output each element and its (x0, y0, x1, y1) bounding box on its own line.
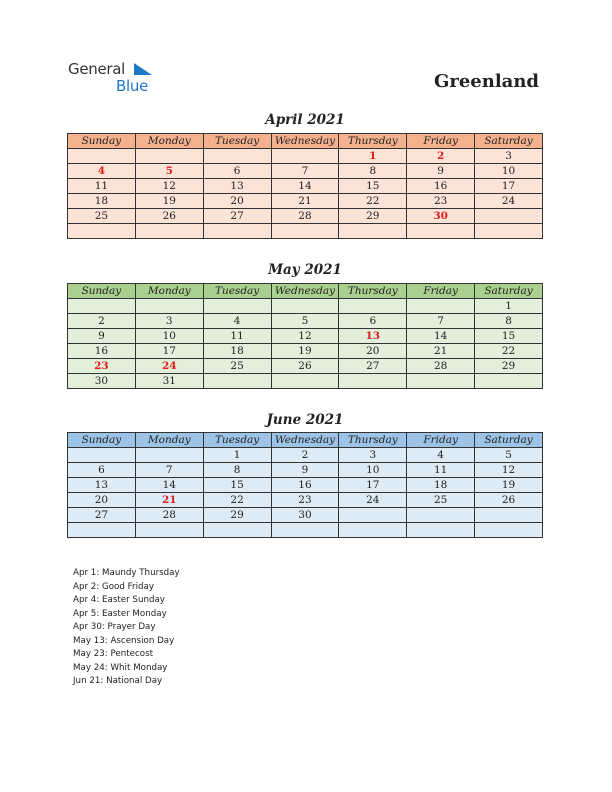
day-cell: 23 (271, 493, 339, 508)
day-cell: 17 (339, 478, 407, 493)
day-cell: 30 (407, 209, 475, 224)
day-cell: 19 (135, 194, 203, 209)
day-cell: 25 (203, 359, 271, 374)
day-cell: 4 (68, 164, 136, 179)
week-row (68, 209, 543, 224)
day-cell: 29 (339, 209, 407, 224)
empty-day-cell (475, 209, 543, 224)
day-cell: 5 (271, 314, 339, 329)
day-cell: 1 (339, 149, 407, 164)
day-cell: 8 (203, 463, 271, 478)
empty-day-cell (407, 523, 475, 538)
empty-day-cell (475, 523, 543, 538)
day-cell: 11 (203, 329, 271, 344)
day-cell: 17 (135, 344, 203, 359)
day-cell: 16 (68, 344, 136, 359)
weekday-header: Friday (407, 134, 475, 149)
day-cell: 11 (68, 179, 136, 194)
empty-day-cell (203, 149, 271, 164)
week-row (68, 194, 543, 209)
day-cell: 4 (407, 448, 475, 463)
day-cell: 4 (203, 314, 271, 329)
weekday-header: Thursday (339, 134, 407, 149)
day-cell: 18 (203, 344, 271, 359)
empty-day-cell (339, 523, 407, 538)
empty-day-cell (203, 224, 271, 239)
day-cell: 3 (475, 149, 543, 164)
day-cell: 28 (271, 209, 339, 224)
week-row (68, 359, 543, 374)
week-row (68, 463, 543, 478)
empty-day-cell (271, 149, 339, 164)
day-cell: 23 (68, 359, 136, 374)
day-cell: 24 (339, 493, 407, 508)
empty-day-cell (68, 224, 136, 239)
weekday-header: Monday (135, 284, 203, 299)
day-cell: 26 (271, 359, 339, 374)
day-cell: 23 (407, 194, 475, 209)
day-cell: 13 (68, 478, 136, 493)
holiday-list-item: Apr 2: Good Friday (73, 581, 154, 592)
day-cell: 21 (407, 344, 475, 359)
day-cell: 28 (135, 508, 203, 523)
logo-word-blue: Blue (116, 77, 148, 95)
day-cell: 10 (475, 164, 543, 179)
day-cell: 8 (475, 314, 543, 329)
weekday-header: Tuesday (203, 433, 271, 448)
weekday-header: Sunday (68, 433, 136, 448)
day-cell: 9 (271, 463, 339, 478)
day-cell: 26 (135, 209, 203, 224)
calendar-may (67, 283, 543, 389)
empty-day-cell (339, 508, 407, 523)
day-cell: 6 (339, 314, 407, 329)
weekday-header: Thursday (339, 284, 407, 299)
week-row (68, 508, 543, 523)
holiday-list-item: Apr 4: Easter Sunday (73, 595, 165, 605)
weekday-header: Saturday (475, 433, 543, 448)
day-cell: 27 (203, 209, 271, 224)
empty-day-cell (475, 508, 543, 523)
empty-day-cell (68, 523, 136, 538)
day-cell: 18 (68, 194, 136, 209)
holiday-list (73, 567, 180, 689)
weekday-header: Wednesday (271, 134, 339, 149)
day-cell: 26 (475, 493, 543, 508)
empty-day-cell (68, 299, 136, 314)
day-cell: 20 (68, 493, 136, 508)
day-cell: 21 (135, 493, 203, 508)
weekday-header: Tuesday (203, 284, 271, 299)
day-cell: 15 (339, 179, 407, 194)
day-cell: 29 (203, 508, 271, 523)
weekday-header: Sunday (68, 284, 136, 299)
day-cell: 20 (339, 344, 407, 359)
day-cell: 24 (135, 359, 203, 374)
empty-day-cell (135, 224, 203, 239)
day-cell: 29 (475, 359, 543, 374)
day-cell: 22 (203, 493, 271, 508)
day-cell: 16 (407, 179, 475, 194)
day-cell: 8 (339, 164, 407, 179)
logo-word-general: General (68, 60, 126, 78)
day-cell: 14 (271, 179, 339, 194)
empty-day-cell (407, 299, 475, 314)
weekday-header: Monday (135, 134, 203, 149)
week-row (68, 149, 543, 164)
week-row (68, 493, 543, 508)
logo-triangle-icon (134, 63, 154, 77)
empty-day-cell (271, 299, 339, 314)
empty-day-cell (339, 299, 407, 314)
day-cell: 27 (68, 508, 136, 523)
day-cell: 12 (475, 463, 543, 478)
calendar-april (67, 133, 543, 239)
day-cell: 31 (135, 374, 203, 389)
day-cell: 15 (203, 478, 271, 493)
day-cell: 3 (135, 314, 203, 329)
day-cell: 25 (407, 493, 475, 508)
holiday-list-item: May 23: Pentecost (73, 649, 154, 659)
weekday-header: Saturday (475, 284, 543, 299)
week-row (68, 224, 543, 239)
day-cell: 2 (407, 149, 475, 164)
empty-day-cell (135, 448, 203, 463)
generalblue-logo (68, 60, 168, 100)
week-row (68, 448, 543, 463)
day-cell: 30 (271, 508, 339, 523)
day-cell: 5 (475, 448, 543, 463)
empty-day-cell (68, 448, 136, 463)
day-cell: 7 (135, 463, 203, 478)
day-cell: 1 (475, 299, 543, 314)
empty-day-cell (203, 523, 271, 538)
holiday-list-item: Jun 21: National Day (73, 676, 163, 686)
holiday-list-item: May 24: Whit Monday (73, 662, 168, 673)
empty-day-cell (475, 224, 543, 239)
day-cell: 19 (271, 344, 339, 359)
week-row (68, 374, 543, 389)
day-cell: 7 (407, 314, 475, 329)
day-cell: 18 (407, 478, 475, 493)
weekday-header: Monday (135, 433, 203, 448)
day-cell: 30 (68, 374, 136, 389)
day-cell: 2 (68, 314, 136, 329)
day-cell: 7 (271, 164, 339, 179)
day-cell: 24 (475, 194, 543, 209)
weekday-header: Wednesday (271, 284, 339, 299)
day-cell: 10 (339, 463, 407, 478)
week-row (68, 523, 543, 538)
empty-day-cell (271, 523, 339, 538)
empty-day-cell (203, 374, 271, 389)
day-cell: 6 (203, 164, 271, 179)
country-title: Greenland (433, 71, 539, 92)
empty-day-cell (475, 374, 543, 389)
empty-day-cell (407, 508, 475, 523)
day-cell: 19 (475, 478, 543, 493)
day-cell: 14 (407, 329, 475, 344)
weekday-header: Tuesday (203, 134, 271, 149)
week-row (68, 478, 543, 493)
month-title-may: May 2021 (268, 262, 342, 278)
empty-day-cell (135, 299, 203, 314)
day-cell: 11 (407, 463, 475, 478)
day-cell: 27 (339, 359, 407, 374)
empty-day-cell (271, 224, 339, 239)
empty-day-cell (339, 224, 407, 239)
week-row (68, 179, 543, 194)
holiday-list-item: Apr 5: Easter Monday (73, 608, 167, 619)
weekday-header: Wednesday (271, 433, 339, 448)
day-cell: 14 (135, 478, 203, 493)
weekday-header: Friday (407, 433, 475, 448)
day-cell: 13 (339, 329, 407, 344)
holiday-list-item: Apr 30: Prayer Day (73, 622, 156, 632)
empty-day-cell (203, 299, 271, 314)
empty-day-cell (135, 149, 203, 164)
empty-day-cell (407, 224, 475, 239)
day-cell: 22 (475, 344, 543, 359)
day-cell: 17 (475, 179, 543, 194)
day-cell: 9 (407, 164, 475, 179)
day-cell: 28 (407, 359, 475, 374)
day-cell: 22 (339, 194, 407, 209)
week-row (68, 164, 543, 179)
weekday-header-row (68, 433, 543, 448)
day-cell: 2 (271, 448, 339, 463)
day-cell: 10 (135, 329, 203, 344)
day-cell: 20 (203, 194, 271, 209)
day-cell: 6 (68, 463, 136, 478)
day-cell: 9 (68, 329, 136, 344)
empty-day-cell (271, 374, 339, 389)
day-cell: 25 (68, 209, 136, 224)
holiday-list-item: Apr 1: Maundy Thursday (73, 568, 180, 578)
weekday-header: Sunday (68, 134, 136, 149)
weekday-header: Thursday (339, 433, 407, 448)
weekday-header-row (68, 134, 543, 149)
week-row (68, 299, 543, 314)
week-row (68, 329, 543, 344)
empty-day-cell (339, 374, 407, 389)
empty-day-cell (407, 374, 475, 389)
day-cell: 16 (271, 478, 339, 493)
day-cell: 15 (475, 329, 543, 344)
month-title-april: April 2021 (265, 112, 345, 128)
weekday-header: Saturday (475, 134, 543, 149)
day-cell: 13 (203, 179, 271, 194)
weekday-header: Friday (407, 284, 475, 299)
calendar-june (67, 432, 543, 538)
day-cell: 12 (135, 179, 203, 194)
empty-day-cell (68, 149, 136, 164)
holiday-list-item: May 13: Ascension Day (73, 635, 175, 646)
day-cell: 12 (271, 329, 339, 344)
weekday-header-row (68, 284, 543, 299)
day-cell: 21 (271, 194, 339, 209)
day-cell: 5 (135, 164, 203, 179)
week-row (68, 314, 543, 329)
day-cell: 3 (339, 448, 407, 463)
week-row (68, 344, 543, 359)
day-cell: 1 (203, 448, 271, 463)
empty-day-cell (135, 523, 203, 538)
month-title-june: June 2021 (266, 412, 344, 428)
